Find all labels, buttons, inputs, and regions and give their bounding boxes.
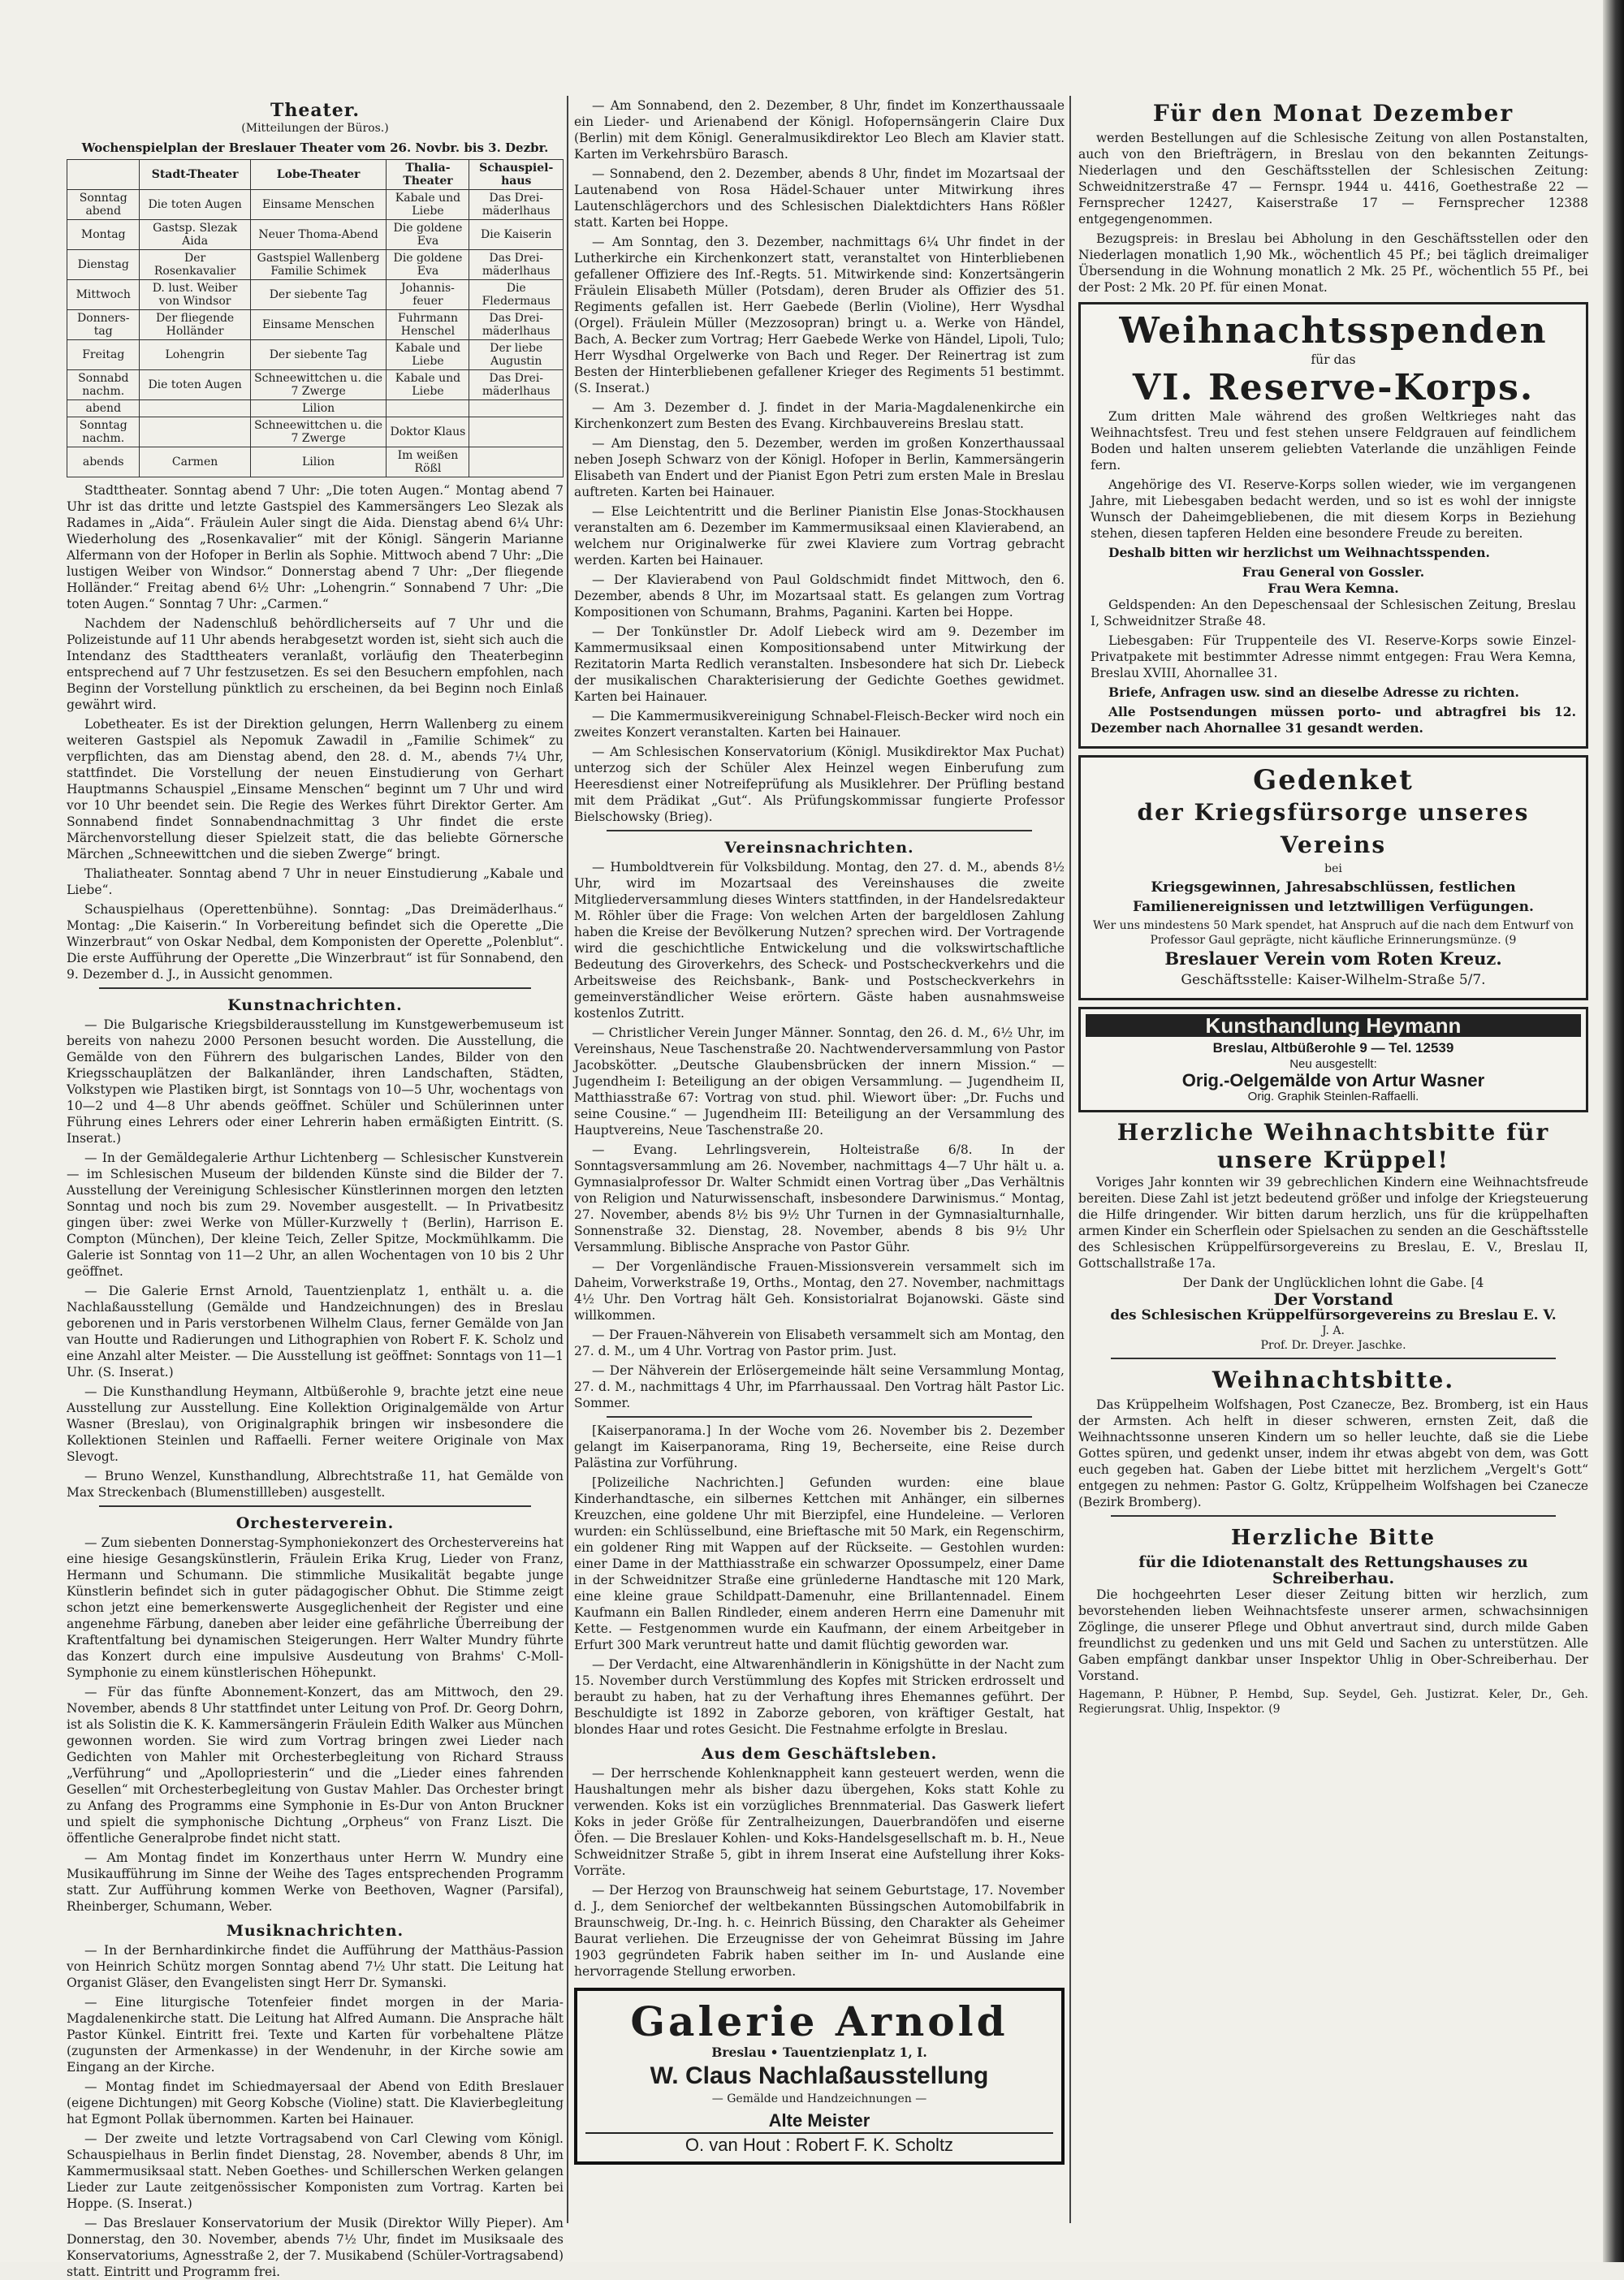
article-paragraph: — Am 3. Dezember d. J. findet in der Maria-Magdalenenkirche ein Kirchenkonzert zum Besten des Evang. Kirchbauvereins Breslau statt.	[574, 400, 1065, 431]
section-title-kunst: Kunstnachrichten.	[227, 996, 403, 1014]
table-cell: Die goldene Eva	[387, 220, 469, 250]
article-paragraph: — Der Klavierabend von Paul Goldschmidt findet Mittwoch, den 6. Dezember, abends 8 Uhr, im Mozartsaal statt. Es gelangen zum Vortrag Kompositionen von Schumann, Brahms, Paganini. Karten bei Hoppe.	[574, 572, 1065, 620]
table-row	[67, 310, 564, 340]
ad-names: Hagemann, P. Hübner, P. Hembd, Sup. Seydel, Geh. Justizrat. Keler, Dr., Geh. Regierungsrat. Uhlig, Inspektor. (9	[1078, 1688, 1588, 1716]
table-cell: Neuer Thoma-Abend	[250, 220, 387, 250]
table-header-cell	[67, 160, 140, 190]
table-day-cell: Sonnabd nachm.	[67, 370, 140, 400]
table-day-cell: Sonntag abend	[67, 190, 140, 220]
ad-address: Breslau, Altbüßerohle 9 — Tel. 12539	[1212, 1040, 1454, 1056]
article-paragraph: — Zum siebenten Donnerstag-Symphoniekonzert des Orchestervereins hat eine hiesige Gesangskünstlerin, Fräulein Erika Krug, Lieder von Franz, Hermann und Schumann. Die stimmliche Musikalität begabte junge Künstlerin befindet sich in guter pädagogischer Obhut. Die Stimme zeigt schon jetzt eine bemerkenswerte Ausgeglichenheit der Register und eine angenehme Färbung, daneben aber leider eine gefährliche Überreibung der Kraftentfaltung bei dynamischen Steigerungen. Herr Walter Mundry führte das Konzert durch eine impulsive Ausdeutung von Brahms' C-Moll-Symphonie zu einem künstlerischen Höhepunkt.	[67, 1535, 564, 1680]
ad-signature: Der Vorstand	[1273, 1289, 1393, 1309]
article-paragraph: Schauspielhaus (Operettenbühne). Sonntag: „Das Dreimäderlhaus.“ Montag: „Die Kaiserin.“ In Vorbereitung befindet sich die Operette „Die Winzerbraut“ von Oskar Nedbal, dem Komponisten der Operette „Polenblut“. Die erste Aufführung der Operette „Die Winzerbraut“ ist für Sonnabend, den 9. Dezember d. J., in Aussicht genommen.	[67, 902, 564, 982]
article-paragraph: — Das Breslauer Konservatorium der Musik (Direktor Willy Pieper). Am Donnerstag, den 30. November, abends 7½ Uhr, findet im Musiksaale des Konservatoriums, Agnesstraße 2, der 7. Musikabend (Schüler-Vortragsabend) statt. Eintritt und Programm frei.	[67, 2216, 564, 2279]
table-cell: Der fliegende Holländer	[140, 310, 250, 340]
subscription-title: Für den Monat Dezember	[1152, 100, 1514, 127]
table-cell: Lilion	[250, 400, 387, 417]
article-paragraph: — Humboldtverein für Volksbildung. Montag, den 27. d. M., abends 8½ Uhr, wird im Mozartsaal des Vereinshauses die zweite Mitgliederversammlung dieses Winters stattfinden, in der Handelsredakteur M. Röhler über die Frage: Von welchen Arten der bargeldlosen Zahlung haben die Kreise der Bevölkerung Nutzen? sprechen wird. Der Vortragende wird die geschichtliche Entwickelung und die volkswirtschaftliche Bedeutung des Giroverkehrs, des Scheck- und Postscheckverkehrs und die Arbeitsweise des Reichsbank-, Bank- und Postscheckverkehrs in gemeinverständlicher Weise erörtern. Gäste haben ausnahmsweise kostenlos Zutritt.	[574, 860, 1065, 1021]
ad-title: Galerie Arnold	[630, 1997, 1009, 2045]
article-paragraph: — In der Gemäldegalerie Arthur Lichtenberg — Schlesischer Kunstverein — im Schlesischen Museum der bildenden Künste sind die Bilder der 7. Ausstellung der Vereinigung Schlesischer Künstlerinnen morgen den letzten Sonntag und noch bis zum 29. November ausgestellt. — In Privatbesitz gingen über: zwei Werke von Müller-Kurzwelly † (Berlin), Harrison E. Compton (München), Der kleine Teich, Zeller Spitze, Mockmühlkamm. Die Galerie ist Sonntag von 11—2 Uhr, an allen Wochentagen von 10 bis 2 Uhr geöffnet.	[67, 1151, 564, 1279]
section-subtitle: (Mitteilungen der Büros.)	[241, 122, 389, 135]
ad-address: Breslau • Tauentzienplatz 1, I.	[711, 2045, 927, 2060]
ad-for: für das	[1311, 352, 1356, 367]
ad-new: Neu ausgestellt:	[1289, 1057, 1377, 1071]
ad-text: Liebesgaben: Für Truppenteile des VI. Reserve-Korps sowie Einzel-Privatpakete mit bestimmter Adresse nimmt entgegen: Frau Wera Kemna, Breslau XVIII, Ahornallee 31.	[1091, 633, 1576, 680]
article-paragraph: — Der herrschende Kohlenknappheit kann gesteuert werden, wenn die Haushaltungen mehr als bisher dazu übergehen, Koks statt Kohle zu verwenden. Koks ist ein vorzügliches Brennmaterial. Das Gaswerk liefert Koks in jeder Größe für Zentralheizungen, Dauerbrandöfen und eiserne Öfen. — Die Breslauer Kohlen- und Koks-Handelsgesellschaft m. b. H., Neue Schweidnitzer Straße 5, gibt in ihrem Inserat eine Aufstellung ihrer Koks-Vorräte.	[574, 1766, 1065, 1878]
table-row	[67, 250, 564, 280]
ad-text: Die hochgeehrten Leser dieser Zeitung bitten wir herzlich, zum bevorstehenden lieben Weihnachtsfeste unserer armen, schwachsinnigen Zöglinge, die unserer Pflege und Obhut anvertraut sind, durch milde Gaben freundlichst zu gedenken und uns mit Geld und Sachen zu unterstützen. Alle Gaben empfängt dankbar unser Inspektor Uhlig in Ober-Schreiberhau. Der Vorstand.	[1078, 1587, 1588, 1683]
divider	[99, 987, 531, 989]
heymann-ad	[1078, 1007, 1588, 1112]
divider	[1111, 1358, 1556, 1359]
table-cell	[469, 417, 564, 447]
table-cell: Lilion	[250, 447, 387, 477]
ad-signature: J. A.	[1322, 1324, 1345, 1337]
table-cell: Fuhrmann Henschel	[387, 310, 469, 340]
table-cell	[469, 447, 564, 477]
divider	[99, 1505, 531, 1507]
table-header-cell: Stadt-Theater	[140, 160, 250, 190]
table-cell: Einsame Menschen	[250, 310, 387, 340]
ad-thanks: Der Dank der Unglücklichen lohnt die Gabe. [4	[1182, 1276, 1484, 1290]
table-header-cell: Schauspiel-haus	[469, 160, 564, 190]
article-paragraph: — Der Nähverein der Erlösergemeinde hält seine Versammlung Montag, 27. d. M., nachmittags 4 Uhr, im Pfarrhaussaal. Den Vortrag hält Pastor Lic. Sommer.	[574, 1363, 1065, 1410]
table-cell: Doktor Klaus	[387, 417, 469, 447]
article-paragraph: Thaliatheater. Sonntag abend 7 Uhr in neuer Einstudierung „Kabale und Liebe“.	[67, 866, 564, 897]
article-paragraph: — Der Verdacht, eine Altwarenhändlerin in Königshütte in der Nacht zum 15. November durch Verstümmlung des Kopfes mit Stricken erdrosselt und beraubt zu haben, hat zu der Verhaftung ihres Ehemannes geführt. Der Beschuldigte ist 1892 in Zaborze geboren, von kräftiger Gestalt, hat blondes Haar und rotes Gesicht. Die Festnahme erfolgte in Breslau.	[574, 1657, 1065, 1737]
ad-artists: O. van Hout : Robert F. K. Scholtz	[585, 2132, 1053, 2153]
column-rule	[1069, 96, 1071, 2223]
table-cell	[140, 400, 250, 417]
ad-text: Geldspenden: An den Depeschensaal der Schlesischen Zeitung, Breslau I, Schweidnitzer Straße 48.	[1091, 598, 1576, 628]
ad-title: Gedenket	[1253, 764, 1414, 797]
table-cell: Johannis-feuer	[387, 280, 469, 310]
theater-schedule-table	[67, 159, 564, 477]
article-paragraph: — In der Bernhardinkirche findet die Aufführung der Matthäus-Passion von Heinrich Schütz morgen Sonntag abend 7½ Uhr statt. Die Leitung hat Organist Gläser, den Evangelisten singt Herr Dr. Symanski.	[67, 1943, 564, 1990]
table-cell: Im weißen Rößl	[387, 447, 469, 477]
idiotenanstalt-title: Herzliche Bitte	[1230, 1526, 1436, 1550]
table-day-cell: Freitag	[67, 340, 140, 370]
weihnachtsspenden-ad	[1078, 302, 1588, 749]
table-day-cell: abend	[67, 400, 140, 417]
table-row	[67, 370, 564, 400]
ad-title: Kunsthandlung Heymann	[1086, 1014, 1581, 1037]
table-row	[67, 400, 564, 417]
ad-subtitle: — Gemälde und Handzeichnungen —	[711, 2092, 927, 2105]
table-day-cell: Sonntag nachm.	[67, 417, 140, 447]
column-rule	[567, 96, 568, 2223]
table-day-cell: Mittwoch	[67, 280, 140, 310]
article-paragraph: — Eine liturgische Totenfeier findet morgen in der Maria-Magdalenenkirche statt. Die Leitung hat Alfred Aumann. Die Ansprache hält Pastor Künkel. Eintritt frei. Texte und Karten für vorbehaltene Plätze (zugunsten der Armenkasse) in der Wendenuhr, in der Kirche sowie am Eingang an der Kirche.	[67, 1995, 564, 2075]
table-row	[67, 220, 564, 250]
ad-signature: Prof. Dr. Dreyer. Jaschke.	[1260, 1339, 1406, 1352]
table-cell: Die goldene Eva	[387, 250, 469, 280]
article-paragraph: — Der Frauen-Nähverein von Elisabeth versammelt sich am Montag, den 27. d. M., um 4 Uhr. Vortrag von Pastor prim. Just.	[574, 1328, 1065, 1358]
table-cell: D. lust. Weiber von Windsor	[140, 280, 250, 310]
article-paragraph: — Der Herzog von Braunschweig hat seinem Geburtstage, 17. November d. J., dem Seniorchef der weltbekannten Büssingschen Automobilfabrik in Braunschweig, Dr.-Ing. h. c. Heinrich Büssing, den Charakter als Geheimer Baurat verliehen. Die Erzeugnisse der von Geheimrat Büssing im Jahre 1903 gegründeten Fabrik haben seither im In- und Auslande eine hervorragende Stellung erworben.	[574, 1883, 1065, 1979]
ad-old-masters: Alte Meister	[768, 2110, 870, 2131]
table-header-cell: Lobe-Theater	[250, 160, 387, 190]
table-cell: Kabale und Liebe	[387, 340, 469, 370]
table-cell: Kabale und Liebe	[387, 370, 469, 400]
table-header-row	[67, 160, 564, 190]
article-paragraph: [Kaiserpanorama.] In der Woche vom 26. November bis 2. Dezember gelangt im Kaiserpanorama, Ring 19, Becherseite, eine Reise durch Palästina zur Vorführung.	[574, 1423, 1065, 1470]
table-cell: Das Drei-mäderlhaus	[469, 310, 564, 340]
article-paragraph: — Der Tonkünstler Dr. Adolf Liebeck wird am 9. Dezember im Kammermusiksaal einen Kompositionsabend unter Mitwirkung der Rezitatorin Marta Redlich veranstalten. Insbesondere hat sich Dr. Liebeck der musikalischen Charakterisierung der Gedichte Goethes gewidmet. Karten bei Hainauer.	[574, 624, 1065, 704]
article-paragraph: — Else Leichtentritt und die Berliner Pianistin Else Jonas-Stockhausen veranstalten am 6. Dezember im Kammermusiksaal einen Klavierabend, an welchem nur Originalwerke für zwei Klaviere zum Vortrag gebracht werden. Karten bei Hainauer.	[574, 504, 1065, 568]
ad-address: Geschäftsstelle: Kaiser-Wilhelm-Straße 5/7.	[1181, 972, 1486, 988]
ad-text: Das Krüppelheim Wolfshagen, Post Czanecze, Bez. Bromberg, ist ein Haus der Armsten. Ach helft in dieser schweren, ernsten Zeit, daß die Weihnachtssonne unseren Kindern um so heller leuchte, daß sie die Liebe Gottes spüren, und gedenkt unser, indem ihr etwas abgebt von dem, was Gott euch gegeben hat. Gaben der Liebe bittet mit herzlichem „Vergelt's Gott“ entgegen zu nehmen: Pastor G. Goltz, Krüppelheim Wolfshagen bei Czanecze (Bezirk Bromberg).	[1078, 1397, 1588, 1509]
schedule-title: Wochenspielplan der Breslauer Theater vom 26. Novbr. bis 3. Dezbr.	[81, 140, 549, 155]
table-cell	[469, 400, 564, 417]
section-title-verein: Vereinsnachrichten.	[724, 839, 914, 857]
ad-text: Zum dritten Male während des großen Weltkrieges naht das Weihnachtsfest. Treu und fest stehen unsere Feldgrauen auf feindlichem Boden und halten unserem geliebten Vaterlande die unzähligen Feinde fern.	[1091, 409, 1576, 473]
subscription-price: Bezugspreis: in Breslau bei Abholung in den Geschäftsstellen oder den Niederlagen monatlich 1,90 Mk., wöchentlich 45 Pf.; bei täglich dreimaliger Übersendung in die Wohnung monatlich 2 Mk. 25 Pf., wöchentlich 55 Pf., bei der Post: 2 Mk. 20 Pf. für einen Monat.	[1078, 231, 1588, 295]
ad-title: Weihnachtsspenden	[1119, 310, 1548, 352]
ad-bei: bei	[1324, 862, 1342, 875]
article-paragraph: — Christlicher Verein Junger Männer. Sonntag, den 26. d. M., 6½ Uhr, im Vereinshaus, Neue Taschenstraße 20. Nachtwenderversammlung von Pastor Jacobskötter. „Deutsche Glaubensbrücken der innern Mission.“ — Jugendheim I: Beteiligung an der obigen Versammlung. — Jugendheim II, Matthiasstraße 67: Vortrag von stud. phil. Wiewort über: „Dr. Fuchs und seine Cousine.“ — Jugendheim III: Beteiligung an der Versammlung des Hauptvereins, Neue Taschenstraße 20.	[574, 1026, 1065, 1138]
article-paragraph: Nachdem der Nadenschluß behördlicherseits auf 7 Uhr und die Polizeistunde auf 11 Uhr abends herabgesetzt worden ist, sieht sich auch die Intendanz des Stadttheaters veranlaßt, vorläufig den Theaterbeginn entsprechend auf 7 Uhr festzusetzen. Es sei den Besuchern empfohlen, nach Beginn der Vorstellung pünktlich zu erscheinen, da bei Beginn noch Einlaß gewährt wird.	[67, 616, 564, 712]
table-cell: Der siebente Tag	[250, 280, 387, 310]
table-day-cell: Montag	[67, 220, 140, 250]
table-cell	[387, 400, 469, 417]
ad-note: Wer uns mindestens 50 Mark spendet, hat Anspruch auf die nach dem Entwurf von Professor Gaul geprägte, nicht käufliche Erinnerungsmünze. (9	[1093, 919, 1574, 947]
table-cell: Einsame Menschen	[250, 190, 387, 220]
ad-signature: Frau Wera Kemna.	[1268, 581, 1399, 596]
article-paragraph: — Der zweite und letzte Vortragsabend von Carl Clewing vom Königl. Schauspielhaus in Berlin findet Dienstag, 28. November, abends 8 Uhr, im Kammermusiksaal statt. Neben Goethes- und Schillerschen Werken gelangen Lieder zur Laute zeitgenössischer Komponisten zum Vortrag. Karten bei Hoppe. (S. Inserat.)	[67, 2131, 564, 2211]
divider	[607, 830, 1032, 831]
article-paragraph: — Am Montag findet im Konzerthaus unter Herrn W. Mundry eine Musikaufführung im Sinne der Weihe des Tages entsprechenden Programm statt. Zur Aufführung kommen Werke von Beethoven, Wagner (Parsifal), Rheinberger, Schumann, Weber.	[67, 1850, 564, 1914]
table-cell: Das Drei-mäderlhaus	[469, 370, 564, 400]
article-paragraph: Lobetheater. Es ist der Direktion gelungen, Herrn Wallenberg zu einem weiteren Gastspiel als Nepomuk Zawadil in „Familie Schimek“ zu verpflichten, das am Dienstag abend, den 28. d. M., abends 7¼ Uhr, stattfindet. Die Vorstellung der neuen Einstudierung von Gerhart Hauptmanns Schauspiel „Einsame Menschen“ beginnt um 7 Uhr und wird vor 10 Uhr beendet sein. Die Regie des Werkes führt Direktor Gerter. Am Sonnabend findet Sonnabendnachmittag 3 Uhr findet die erste Märchenvorstellung dieser Spielzeit statt, die das beliebte Görnersche Märchen „Schneewittchen und die sieben Zwerge“ bringt.	[67, 717, 564, 861]
article-paragraph: — Die Bulgarische Kriegsbilderausstellung im Kunstgewerbemuseum ist bereits von nahezu 2000 Personen besucht worden. Die Ausstellung, die Gemälde von den Führern des bulgarischen Landes, Bilder von den Kriegsschauplätzen der Balkanländer, ihren Landschaften, Städten, Volkstypen wie Plastiken birgt, ist Sonntags von 10—5 Uhr, wochentags von 10—2 und 4—8 Uhr abends geöffnet. Schüler und Schülerinnen unter Führung eines Lehrers oder einer Lehrerin haben ermäßigten Eintritt. (S. Inserat.)	[67, 1017, 564, 1146]
table-cell: Der liebe Augustin	[469, 340, 564, 370]
column-2	[574, 97, 1065, 2225]
ad-text: Kriegsgewinnen, Jahresabschlüssen, festlichen Familienereignissen und letztwilligen Verfügungen.	[1133, 879, 1534, 915]
ad-text: Deshalb bitten wir herzlichst um Weihnachtsspenden.	[1108, 545, 1490, 560]
article-paragraph: [Polizeiliche Nachrichten.] Gefunden wurden: eine blaue Kinderhandtasche, ein silbernes Kettchen mit Anhänger, ein silbernes Kreuzchen, eine goldene Uhr mit Bierzipfel, eine Hundeleine. — Verloren wurden: ein Schlüsselbund, eine Brieftasche mit 50 Mark, ein Regenschirm, ein goldener Ring mit Wappen auf der Rückseite. — Gestohlen wurden: einer Dame in der Matthiasstraße ein schwarzer Opossumpelz, einer Dame in der Schweidnitzer Straße eine grünlederne Handtasche mit 120 Mark, eine kleine graue Schildpatt-Damenuhr, eine Brillantennadel. Einem Kaufmann ein Ballen Rindleder, einem anderen Herrn eine Damenuhr mit Kette. — Festgenommen wurde ein Kaufmann, der einem Arbeitgeber in Erfurt 300 Mark veruntreut hatte und damit flüchtig geworden war.	[574, 1475, 1065, 1652]
article-paragraph: Stadttheater. Sonntag abend 7 Uhr: „Die toten Augen.“ Montag abend 7 Uhr ist das dritte und letzte Gastspiel des Kammersängers Leo Slezak als Radames in „Aida“. Fräulein Auler singt die Aida. Dienstag abend 6¼ Uhr: Wiederholung des „Rosenkavalier“ mit der Königl. Sängerin Marianne Alfermann von der Hofoper in Berlin als Sophie. Mittwoch abend 7 Uhr: „Die lustigen Weiber von Windsor.“ Donnerstag abend 7 Uhr: „Der fliegende Holländer.“ Freitag abend 6½ Uhr: „Lohengrin.“ Sonnabend 7 Uhr: „Die toten Augen.“ Sonntag 7 Uhr: „Carmen.“	[67, 483, 564, 611]
table-cell: Carmen	[140, 447, 250, 477]
krueppel-title: Herzliche Weihnachtsbitte für unsere Krüppel!	[1116, 1119, 1550, 1173]
article-paragraph: — Bruno Wenzel, Kunsthandlung, Albrechtstraße 11, hat Gemälde von Max Streckenbach (Blumenstillleben) ausgestellt.	[67, 1469, 564, 1500]
divider	[1111, 1515, 1556, 1517]
table-cell: Die Kaiserin	[469, 220, 564, 250]
ad-signature: des Schlesischen Krüppelfürsorgevereins zu Breslau E. V.	[1110, 1307, 1557, 1324]
article-paragraph: — Sonnabend, den 2. Dezember, abends 8 Uhr, findet im Mozartsaal der Lautenabend von Rosa Hädel-Schauer unter Mitwirkung ihres Lautenschlägerchors und des Schlesischen Dialektdichters Hans Rößler statt. Karten bei Hoppe.	[574, 166, 1065, 230]
idiotenanstalt-subtitle: für die Idiotenanstalt des Rettungshauses zu Schreiberhau.	[1138, 1553, 1528, 1587]
table-header-cell: Thalia-Theater	[387, 160, 469, 190]
ad-graphics: Orig. Graphik Steinlen-Raffaelli.	[1247, 1090, 1419, 1103]
ad-text: Alle Postsendungen müssen porto- und abtragfrei bis 12. Dezember nach Ahornallee 31 gesandt werden.	[1091, 704, 1576, 736]
rotes-kreuz-ad	[1078, 755, 1588, 1000]
divider	[607, 1416, 1032, 1418]
section-title-geschaeft: Aus dem Geschäftsleben.	[701, 1745, 938, 1763]
column-3	[1078, 97, 1588, 2225]
table-cell: Das Drei-mäderlhaus	[469, 190, 564, 220]
section-title-orchester: Orchesterverein.	[235, 1514, 395, 1532]
ad-text: Briefe, Anfragen usw. sind an dieselbe Adresse zu richten.	[1108, 684, 1519, 700]
table-row	[67, 447, 564, 477]
ad-subtitle: der Kriegsfürsorge unseres Vereins	[1137, 799, 1530, 858]
article-paragraph: — Für das fünfte Abonnement-Konzert, das am Mittwoch, den 29. November, abends 8 Uhr stattfindet unter Leitung von Prof. Dr. Georg Dohrn, ist als Solistin die K. K. Kammersängerin Fräulein Edith Walker aus München gewonnen worden. Sie wird zum Vortrag bringen zwei Lieder nach Gedichten von Mahler mit Orchesterbegleitung von Richard Strauss „Verführung“ und „Apollopriesterin“ und die „Lieder eines fahrenden Gesellen“ mit Orchesterbegleitung von Gustav Mahler. Das Orchester bringt zu Anfang des Programms eine Symphonie in Es-Dur von Anton Bruckner und spielt die symphonische Dichtung „Orpheus“ von Franz Liszt. Die öffentliche Generalprobe findet nicht statt.	[67, 1685, 564, 1846]
subscription-text: werden Bestellungen auf die Schlesische Zeitung von allen Postanstalten, auch von den Briefträgern, in Breslau von den bekannten Zeitungs-Niederlagen und den Geschäftsstellen der Schlesischen Zeitung: Schweidnitzerstraße 47 — Fernspr. 1944 u. 4416, Goethestraße 22 — Fernsprecher 12427, Kaiserstraße 17 — Fernsprecher 12388 entgegengenommen.	[1078, 131, 1588, 227]
table-cell: Kabale und Liebe	[387, 190, 469, 220]
ad-text: Angehörige des VI. Reserve-Korps sollen wieder, wie im vergangenen Jahre, mit Liebesgaben bedacht werden, und so ist es wohl der innigste Wunsch der Daheimgebliebenen, die mit diesem Korps in Beziehung stehen, diesen tapferen Helden eine besondere Freude zu bereiten.	[1091, 477, 1576, 541]
table-cell: Gastsp. Slezak Aida	[140, 220, 250, 250]
table-cell: Die Fledermaus	[469, 280, 564, 310]
table-cell: Schneewittchen u. die 7 Zwerge	[250, 417, 387, 447]
ad-organization: Breslauer Verein vom Roten Kreuz.	[1164, 948, 1502, 969]
table-cell: Der Rosenkavalier	[140, 250, 250, 280]
table-cell: Gastspiel Wallenberg Familie Schimek	[250, 250, 387, 280]
table-cell: Die toten Augen	[140, 370, 250, 400]
ad-exhibition: W. Claus Nachlaßausstellung	[650, 2062, 989, 2089]
section-title-musik: Musiknachrichten.	[226, 1922, 404, 1940]
table-row	[67, 417, 564, 447]
table-cell: Lohengrin	[140, 340, 250, 370]
ad-corps: VI. Reserve-Korps.	[1132, 367, 1535, 408]
table-row	[67, 190, 564, 220]
ad-signature: Frau General von Gossler.	[1242, 564, 1425, 580]
article-paragraph: — Der Vorgenländische Frauen-Missionsverein versammelt sich im Daheim, Vorwerkstraße 19, Orths., Montag, den 27. November, nachmittags 4½ Uhr. Den Vortrag hält Geh. Konsistorialrat Bojanowski. Gäste sind willkommen.	[574, 1259, 1065, 1323]
ad-text: Voriges Jahr konnten wir 39 gebrechlichen Kindern eine Weihnachtsfreude bereiten. Diese Zahl ist jetzt bedeutend größer und infolge der Kriegsteuerung die Hilfe dringender. Wir bitten darum herzlich, uns für die krüppelhaften armen Kinder ein Scherflein oder Spielsachen zu senden an die Geschäftsstelle des Schlesischen Krüppelfürsorgevereins zu Breslau, E. V., Breslau II, Gottschallstraße 17a.	[1078, 1175, 1588, 1271]
table-day-cell: Dienstag	[67, 250, 140, 280]
table-day-cell: abends	[67, 447, 140, 477]
article-paragraph: — Die Galerie Ernst Arnold, Tauentzienplatz 1, enthält u. a. die Nachlaßausstellung (Gemälde und Handzeichnungen) des in Breslau geborenen und in Paris verstorbenen Wilhelm Claus, ferner Gemälde von Jan van Houtte und Radierungen und Lithographien von Robert F. K. Scholz und eine Anzahl alter Meister. — Die Ausstellung ist geöffnet: Sonntags von 11—1 Uhr. (S. Inserat.)	[67, 1284, 564, 1380]
ad-painter: Orig.-Oelgemälde von Artur Wasner	[1181, 1070, 1485, 1090]
section-title-theater: Theater.	[270, 100, 360, 121]
table-cell: Schneewittchen u. die 7 Zwerge	[250, 370, 387, 400]
galerie-arnold-ad	[574, 1988, 1065, 2165]
table-row	[67, 280, 564, 310]
page-edge	[1603, 0, 1624, 2262]
table-cell: Das Drei-mäderlhaus	[469, 250, 564, 280]
table-day-cell: Donners-tag	[67, 310, 140, 340]
article-paragraph: — Die Kammermusikvereinigung Schnabel-Fleisch-Becker wird noch ein zweites Konzert veranstalten. Karten bei Hainauer.	[574, 709, 1065, 740]
article-paragraph: — Am Dienstag, den 5. Dezember, werden im großen Konzerthaussaal neben Joseph Schwarz von der Königl. Hofoper in Berlin, Kammersängerin Elisabeth van Endert und der Pianist Egon Petri zum ersten Male in Breslau auftreten. Karten bei Hainauer.	[574, 436, 1065, 499]
table-cell: Der siebente Tag	[250, 340, 387, 370]
article-paragraph: — Am Schlesischen Konservatorium (Königl. Musikdirektor Max Puchat) unterzog sich der Schüler Alex Heinzel wegen Einberufung zum Heeresdienst einer Notreifeprüfung als Musiklehrer. Der Prüfling bestand mit dem Prädikat „Gut“. Als Prüfungskommissar fungierte Professor Bielschowsky (Brieg).	[574, 745, 1065, 824]
article-paragraph: — Montag findet im Schiedmayersaal der Abend von Edith Breslauer (eigene Dichtungen) mit Georg Kobsche (Violine) statt. Die Klavierbegleitung hat Egmont Pollak übernommen. Karten bei Hainauer.	[67, 2079, 564, 2127]
table-cell: Die toten Augen	[140, 190, 250, 220]
article-paragraph: — Am Sonntag, den 3. Dezember, nachmittags 6¼ Uhr findet in der Lutherkirche ein Kirchenkonzert statt, veranstaltet von Hinterbliebenen gefallener Offiziere des Inf.-Regts. 51. Mitwirkende sind: Konzertsängerin Fräulein Elisabeth Müller (Potsdam), deren Bruder als Offizier des 51. Regiments gefallen ist. Herr Gaebede (Berlin (Violine), Herr Wysdhal (Orgel). Fräulein Müller (Mezzosopran) bringt u. a. Werke von Händel, Bach, A. Becker zum Vortrag; Herr Gaebede Werke von Händel, Lipoli, Tulo; Herr Wysdhal Orgelwerke von Bach und Reger. Der Reinertrag ist zum Besten der Hinterbliebenen gefallener Krieger des Regiments 51 bestimmt. (S. Inserat.)	[574, 235, 1065, 395]
article-paragraph: — Evang. Lehrlingsverein, Holteistraße 6/8. In der Sonntagsversammlung am 26. November, nachmittags 4—7 Uhr hält u. a. Gymnasialprofessor Dr. Walter Schmidt einen Vortrag über „Das Verhältnis von Religion und Naturwissenschaft, insbesondere Darwinismus.“ Montag, 27. November, abends 8½ bis 9½ Uhr Turnen in der Gymnasialturnhalle, Sonnenstraße 32. Dienstag, 28. November, abends 8 bis 9½ Uhr Versammlung. Biblische Ansprache von Pastor Gühr.	[574, 1142, 1065, 1254]
table-cell	[140, 417, 250, 447]
column-1	[67, 97, 564, 2279]
article-paragraph: — Am Sonnabend, den 2. Dezember, 8 Uhr, findet im Konzerthaussaale ein Lieder- und Arienabend der Königl. Hofopernsängerin Claire Dux (Berlin) mit dem Königl. Generalmusikdirektor Leo Blech am Klavier statt. Karten im Verkehrsbüro Barasch.	[574, 98, 1065, 162]
article-paragraph: — Die Kunsthandlung Heymann, Altbüßerohle 9, brachte jetzt eine neue Ausstellung zur Ausstellung. Eine Kollektion Originalgemälde von Artur Wasner (Breslau), von Originalgraphik bringen wir insbesondere die Kollektionen Steinlen und Raffaelli. Ferner weitere Originale von Max Slevogt.	[67, 1384, 564, 1464]
table-row	[67, 340, 564, 370]
weihnachtsbitte-title: Weihnachtsbitte.	[1212, 1367, 1455, 1393]
